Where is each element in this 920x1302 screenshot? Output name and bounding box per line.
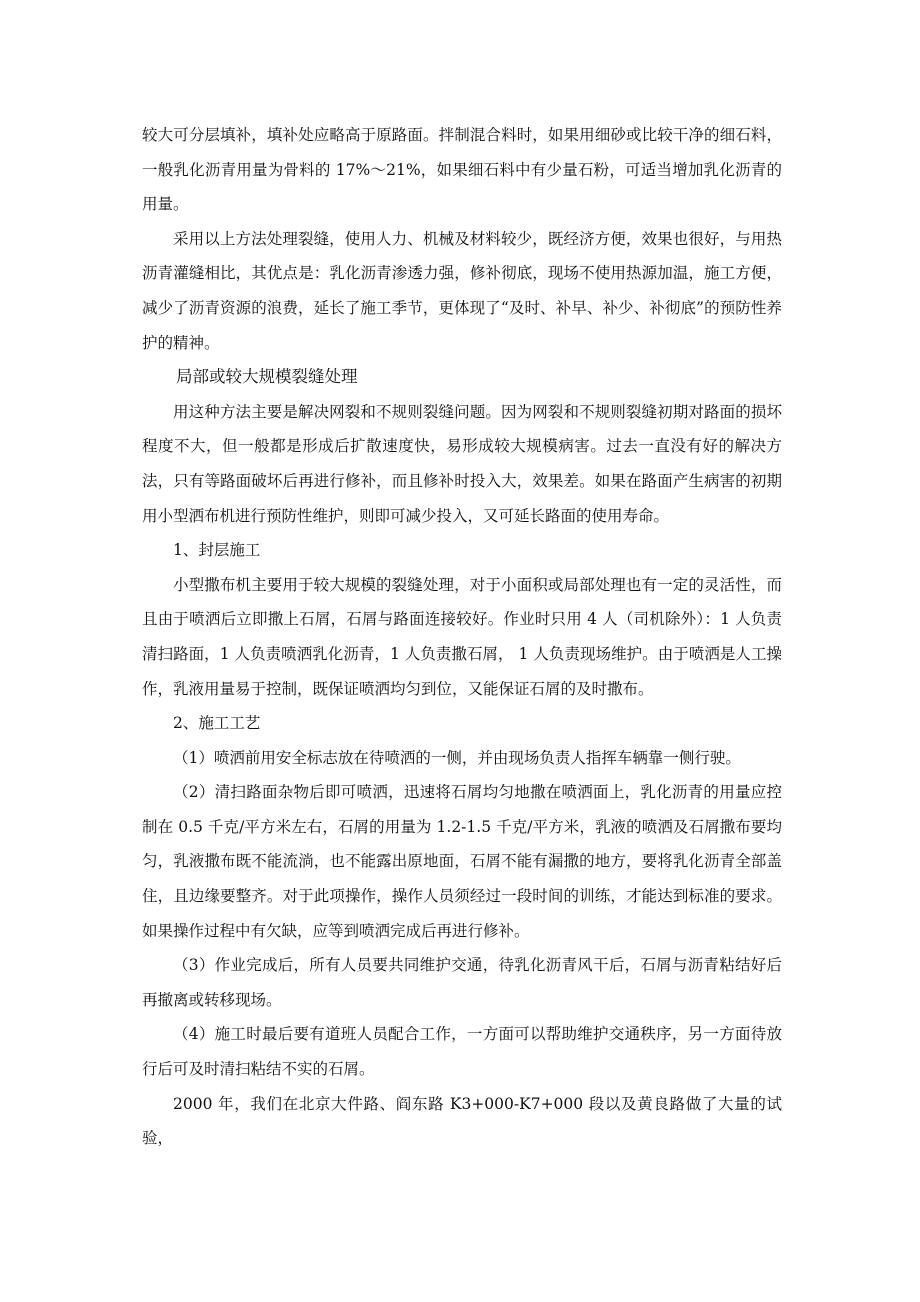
process-step-2: （2）清扫路面杂物后即可喷洒，迅速将石屑均匀地撒在喷洒面上，乳化沥青的用量应控制在 0.5 千克/平方米左右，石屑的用量为 1.2-1.5 千克/平方米，乳液的喷洒及石屑撒布要均匀，乳液撒布既不能流淌，也不能露出原地面，石屑不能有漏撒的地方，要将乳化沥青全部盖住，且边缘要整齐。对于此项操作，操作人员须经过一段时间的训练，才能达到标准的要求。如果操作过程中有欠缺，应等到喷洒完成后再进行修补。 — [142, 783, 782, 940]
section-heading: 局部或较大规模裂缝处理 — [176, 367, 358, 387]
process-step-3: （3）作业完成后，所有人员要共同维护交通，待乳化沥青风干后，石屑与沥青粘结好后再撤离或转移现场。 — [142, 956, 782, 1009]
paragraph-spreader: 小型撒布机主要用于较大规模的裂缝处理，对于小面积或局部处理也有一定的灵活性，而且由于喷洒后立即撒上石屑，石屑与路面连接较好。作业时只用 4 人（司机除外）：1 人负责清扫路面，1 人负责喷洒乳化沥青，1 人负责撒石屑， 1 人负责现场维护。由于喷洒是人工操作，乳液用量易于控制，既保证喷洒均匀到位，又能保证石屑的及时撒布。 — [142, 575, 782, 698]
document-page — [142, 118, 782, 1156]
subheading-process: 2、施工工艺 — [173, 714, 261, 733]
paragraph-advantages: 采用以上方法处理裂缝，使用人力、机械及材料较少，既经济方便，效果也很好，与用热沥青灌缝相比，其优点是：乳化沥青渗透力强，修补彻底，现场不使用热源加温，施工方便，减少了沥青资源的浪费，延长了施工季节，更体现了“及时、补早、补少、补彻底”的预防性养护的精神。 — [142, 229, 782, 352]
process-step-1: （1）喷洒前用安全标志放在待喷洒的一侧，并由现场负责人指挥车辆靠一侧行驶。 — [173, 748, 741, 767]
subheading-seal-construction: 1、封层施工 — [173, 541, 261, 560]
process-step-4: （4）施工时最后要有道班人员配合工作，一方面可以帮助维护交通秩序，另一方面待放行后可及时清扫粘结不实的石屑。 — [142, 1025, 782, 1079]
paragraph-trial-2000: 2000 年，我们在北京大件路、阎东路 K3+000-K7+000 段以及黄良路做了大量的试验， — [142, 1094, 782, 1148]
paragraph-mix-ratio: 较大可分层填补，填补处应略高于原路面。拌制混合料时，如果用细砂或比较干净的细石料，一般乳化沥青用量为骨料的 17%～21%，如果细石料中有少量石粉，可适当增加乳化沥青的用量。 — [142, 126, 782, 214]
paragraph-network-cracks: 用这种方法主要是解决网裂和不规则裂缝问题。因为网裂和不规则裂缝初期对路面的损坏程度不大，但一般都是形成后扩散速度快，易形成较大规模病害。过去一直没有好的解决方法，只有等路面破坏后再进行修补，而且修补时投入大，效果差。如果在路面产生病害的初期用小型洒布机进行预防性维护，则即可减少投入，又可延长路面的使用寿命。 — [142, 402, 782, 525]
